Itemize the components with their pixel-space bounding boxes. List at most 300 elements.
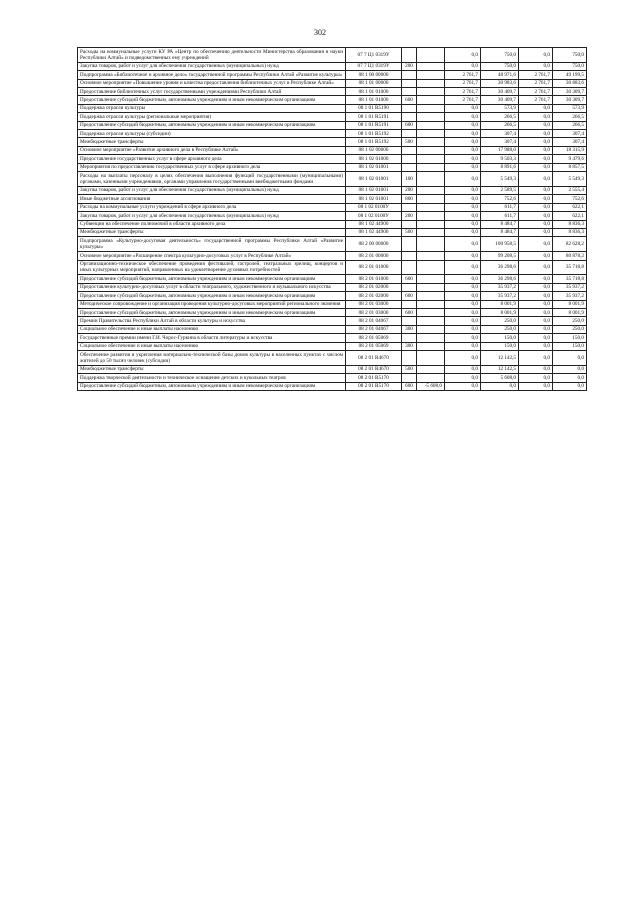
expense-type-cell: 600	[402, 309, 417, 317]
target-code-cell: 08 1 02 01001	[346, 163, 402, 171]
amount-cell	[417, 317, 445, 325]
target-code-cell: 08 2 01 03000	[346, 300, 402, 308]
table-row	[78, 292, 587, 300]
table-row	[78, 203, 587, 211]
target-code-cell: 08 1 01 R5191	[346, 113, 402, 121]
amount-cell: 0,0	[519, 260, 553, 275]
amount-cell: 2 761,7	[445, 79, 481, 87]
amount-cell: 0,0	[445, 220, 481, 228]
expense-type-cell: 100	[402, 172, 417, 187]
amount-cell	[417, 172, 445, 187]
amount-cell: 8 836,3	[553, 220, 587, 228]
target-code-cell: 08 2 01 R4670	[346, 351, 402, 366]
amount-cell: 0,0	[519, 130, 553, 138]
table-row	[78, 309, 587, 317]
table-body	[78, 48, 587, 391]
amount-cell: 99 208,5	[481, 252, 519, 260]
table-row	[78, 121, 587, 129]
item-name-cell: Мероприятия по предоставлению государственных услуг в сфере архивного дела	[78, 163, 346, 171]
amount-cell	[417, 252, 445, 260]
amount-cell: 12 142,5	[481, 351, 519, 366]
amount-cell: 9 479,6	[553, 155, 587, 163]
amount-cell: 307,4	[553, 130, 587, 138]
item-name-cell: Предоставление библиотечных услуг государственными учреждениями Республики Алтай	[78, 88, 346, 96]
target-code-cell: 08 2 01 R5170	[346, 374, 402, 382]
expense-type-cell: 800	[402, 195, 417, 203]
amount-cell	[417, 374, 445, 382]
table-row	[78, 342, 587, 350]
amount-cell	[417, 309, 445, 317]
target-code-cell: 08 1 00 00000	[346, 71, 402, 79]
amount-cell	[417, 203, 445, 211]
target-code-cell: 08 2 01 02000	[346, 292, 402, 300]
item-name-cell: Предоставление субсидий бюджетным, автономным учреждениям и иным некоммерческим организациям	[78, 309, 346, 317]
amount-cell: 30 309,7	[553, 88, 587, 96]
table-row	[78, 104, 587, 112]
expense-type-cell: 600	[402, 275, 417, 283]
amount-cell: 0,0	[519, 146, 553, 154]
amount-cell: 8 001,9	[481, 300, 519, 308]
amount-cell	[417, 155, 445, 163]
expense-type-cell	[402, 237, 417, 252]
amount-cell: 2 761,7	[519, 71, 553, 79]
amount-cell: 8 001,9	[553, 309, 587, 317]
target-code-cell: 08 2 01 05069	[346, 334, 402, 342]
amount-cell: 0,0	[519, 334, 553, 342]
amount-cell: 0,0	[445, 382, 481, 390]
amount-cell: 622,1	[553, 203, 587, 211]
item-name-cell: Предоставление государственных услуг в сфере архивного дела	[78, 155, 346, 163]
item-name-cell: Социальное обеспечение и иные выплаты населению	[78, 325, 346, 333]
table-row	[78, 317, 587, 325]
item-name-cell: Премии Правительства Республики Алтай в области культуры и искусства	[78, 317, 346, 325]
amount-cell	[417, 228, 445, 236]
target-code-cell: 08 1 02 44900	[346, 228, 402, 236]
amount-cell	[417, 237, 445, 252]
expense-type-cell: 600	[402, 121, 417, 129]
amount-cell: 0,0	[519, 155, 553, 163]
amount-cell: 0,0	[445, 146, 481, 154]
amount-cell: 0,0	[553, 382, 587, 390]
target-code-cell: 08 1 02 0100У	[346, 212, 402, 220]
amount-cell	[417, 283, 445, 291]
target-code-cell: 08 2 01 01000	[346, 275, 402, 283]
amount-cell: 8 001,9	[553, 300, 587, 308]
table-row	[78, 138, 587, 146]
item-name-cell: Субвенции на обеспечение полномочий в области архивного дела	[78, 220, 346, 228]
amount-cell: 0,0	[445, 317, 481, 325]
table-row	[78, 334, 587, 342]
amount-cell: 0,0	[445, 252, 481, 260]
amount-cell: 622,1	[553, 212, 587, 220]
amount-cell: 266,5	[553, 121, 587, 129]
table-row	[78, 79, 587, 87]
expense-type-cell	[402, 155, 417, 163]
target-code-cell: 08 2 01 01000	[346, 260, 402, 275]
amount-cell: 0,0	[519, 342, 553, 350]
table-row	[78, 252, 587, 260]
amount-cell	[417, 138, 445, 146]
table-row	[78, 130, 587, 138]
amount-cell	[417, 121, 445, 129]
amount-cell: 36 298,6	[481, 275, 519, 283]
target-code-cell: 08 1 02 01001	[346, 172, 402, 187]
amount-cell	[417, 220, 445, 228]
amount-cell: 5 549,3	[481, 172, 519, 187]
expense-type-cell	[402, 130, 417, 138]
item-name-cell: Предоставление культурно-досуговых услуг в области театрального, художественного и музыкального искусства	[78, 283, 346, 291]
amount-cell: 0,0	[519, 325, 553, 333]
amount-cell: 8 484,7	[481, 228, 519, 236]
amount-cell: 0,0	[445, 186, 481, 194]
amount-cell: 0,0	[445, 62, 481, 70]
amount-cell: 18 315,9	[553, 146, 587, 154]
table-row	[78, 155, 587, 163]
amount-cell: 2 761,7	[519, 96, 553, 104]
table-row	[78, 172, 587, 187]
amount-cell: 611,7	[481, 212, 519, 220]
item-name-cell: Организационно-техническое обеспечение проведения фестивалей, гастролей, театральных зрелищ, концертов и иных культурных мероприятий, направленных на удовлетворение духовных потребностей	[78, 260, 346, 275]
amount-cell: 611,7	[481, 203, 519, 211]
amount-cell: 2 761,7	[519, 79, 553, 87]
amount-cell: 0,0	[519, 104, 553, 112]
item-name-cell: Межбюджетные трансферты	[78, 228, 346, 236]
table-row	[78, 212, 587, 220]
amount-cell	[417, 260, 445, 275]
amount-cell: 0,0	[519, 283, 553, 291]
amount-cell: 752,6	[553, 195, 587, 203]
amount-cell: 100 958,5	[481, 237, 519, 252]
expense-type-cell	[402, 317, 417, 325]
amount-cell: 0,0	[445, 260, 481, 275]
table-row	[78, 163, 587, 171]
amount-cell: 0,0	[445, 275, 481, 283]
amount-cell	[417, 195, 445, 203]
target-code-cell: 08 1 01 R5192	[346, 138, 402, 146]
table-row	[78, 96, 587, 104]
expense-type-cell: 500	[402, 365, 417, 373]
table-row	[78, 260, 587, 275]
amount-cell	[417, 365, 445, 373]
expense-type-cell	[402, 146, 417, 154]
amount-cell: 750,0	[481, 48, 519, 63]
amount-cell: 82 628,2	[553, 237, 587, 252]
target-code-cell: 07 7 Ц1 0319У	[346, 62, 402, 70]
expense-type-cell: 600	[402, 96, 417, 104]
amount-cell: 250,0	[553, 325, 587, 333]
table-row	[78, 374, 587, 382]
amount-cell	[417, 62, 445, 70]
item-name-cell: Закупка товаров, работ и услуг для обеспечения государственных (муниципальных) нужд	[78, 62, 346, 70]
amount-cell: 30 309,7	[553, 96, 587, 104]
amount-cell: 0,0	[519, 203, 553, 211]
target-code-cell: 08 1 02 0100У	[346, 203, 402, 211]
item-name-cell: Предоставление субсидий бюджетным, автономным учреждениям и иным некоммерческим организациям	[78, 275, 346, 283]
amount-cell: 0,0	[519, 275, 553, 283]
item-name-cell: Расходы на коммунальные услуги учреждений в сфере архивного дела	[78, 203, 346, 211]
amount-cell: 80 878,2	[553, 252, 587, 260]
amount-cell: 0,0	[445, 342, 481, 350]
expense-type-cell	[402, 300, 417, 308]
expense-type-cell	[402, 334, 417, 342]
expense-type-cell: 500	[402, 138, 417, 146]
amount-cell: 0,0	[519, 212, 553, 220]
amount-cell: 0,0	[445, 104, 481, 112]
item-name-cell: Межбюджетные трансферты	[78, 138, 346, 146]
expense-type-cell: 500	[402, 228, 417, 236]
item-name-cell: Закупка товаров, работ и услуг для обеспечения государственных (муниципальных) нужд	[78, 186, 346, 194]
amount-cell: 49 199,5	[553, 71, 587, 79]
amount-cell: 0,0	[519, 220, 553, 228]
target-code-cell: 08 2 00 00000	[346, 237, 402, 252]
amount-cell: 30 983,6	[481, 79, 519, 87]
table-row	[78, 325, 587, 333]
amount-cell: 0,0	[519, 138, 553, 146]
amount-cell: 0,0	[519, 351, 553, 366]
item-name-cell: Предоставление субсидий бюджетным, автономным учреждениям и иным некоммерческим организациям	[78, 96, 346, 104]
amount-cell	[417, 48, 445, 63]
expense-type-cell	[402, 113, 417, 121]
target-code-cell: 08 1 01 00000	[346, 79, 402, 87]
amount-cell	[417, 342, 445, 350]
target-code-cell: 08 1 01 R5191	[346, 121, 402, 129]
amount-cell: 0,0	[519, 195, 553, 203]
amount-cell: 250,0	[481, 325, 519, 333]
expense-type-cell	[402, 48, 417, 63]
amount-cell: 35 937,2	[553, 283, 587, 291]
amount-cell: 0,0	[519, 374, 553, 382]
table-row	[78, 62, 587, 70]
target-code-cell: 08 1 01 01000	[346, 96, 402, 104]
amount-cell: 0,0	[519, 300, 553, 308]
target-code-cell: 08 1 02 44900	[346, 220, 402, 228]
amount-cell: 5 549,3	[553, 172, 587, 187]
amount-cell	[417, 146, 445, 154]
target-code-cell: 08 1 01 R5190	[346, 104, 402, 112]
amount-cell	[417, 334, 445, 342]
target-code-cell: 08 1 02 01001	[346, 195, 402, 203]
target-code-cell: 08 2 01 R5170	[346, 382, 402, 390]
amount-cell: 35 718,8	[553, 275, 587, 283]
expense-type-cell	[402, 374, 417, 382]
amount-cell: 35 937,2	[553, 292, 587, 300]
expense-type-cell: 200	[402, 212, 417, 220]
amount-cell	[417, 351, 445, 366]
amount-cell: 0,0	[519, 252, 553, 260]
amount-cell: 0,0	[519, 163, 553, 171]
budget-table	[77, 47, 587, 391]
amount-cell: 250,0	[553, 317, 587, 325]
expense-type-cell	[402, 71, 417, 79]
amount-cell: 35 937,2	[481, 283, 519, 291]
table-row	[78, 237, 587, 252]
amount-cell: 30 409,7	[481, 88, 519, 96]
amount-cell	[417, 163, 445, 171]
amount-cell	[417, 71, 445, 79]
amount-cell	[417, 104, 445, 112]
amount-cell: 8 001,9	[481, 309, 519, 317]
table-row	[78, 300, 587, 308]
amount-cell: 2 761,7	[445, 71, 481, 79]
item-name-cell: Подпрограмма «Библиотечное и архивное дело» государственной программы Республики Алтай «Развитие культуры»	[78, 71, 346, 79]
amount-cell: 0,0	[553, 365, 587, 373]
item-name-cell: Государственные премии имени Г.И. Чорос-Гуркина в области литературы и искусства	[78, 334, 346, 342]
item-name-cell: Закупка товаров, работ и услуг для обеспечения государственных (муниципальных) нужд	[78, 212, 346, 220]
expense-type-cell: 300	[402, 325, 417, 333]
amount-cell	[417, 96, 445, 104]
amount-cell: 266,5	[481, 113, 519, 121]
amount-cell: 0,0	[519, 309, 553, 317]
target-code-cell: 08 1 02 01000	[346, 155, 402, 163]
amount-cell: 0,0	[445, 138, 481, 146]
amount-cell: 0,0	[519, 317, 553, 325]
item-name-cell: Основное мероприятие «Расширение спектра культурно-досуговых услуг в Республике Алтай»	[78, 252, 346, 260]
expense-type-cell	[402, 220, 417, 228]
amount-cell: 0,0	[445, 172, 481, 187]
expense-type-cell	[402, 283, 417, 291]
item-name-cell: Иные бюджетные ассигнования	[78, 195, 346, 203]
amount-cell: 750,0	[553, 62, 587, 70]
table-row	[78, 228, 587, 236]
item-name-cell: Методическое сопровождение и организация проведения культурно-досуговых мероприятий регионального значения	[78, 300, 346, 308]
amount-cell: 0,0	[445, 121, 481, 129]
expense-type-cell: 600	[402, 382, 417, 390]
amount-cell: 0,0	[445, 237, 481, 252]
amount-cell	[417, 212, 445, 220]
amount-cell: 0,0	[445, 163, 481, 171]
amount-cell: 35 937,2	[481, 292, 519, 300]
amount-cell: 0,0	[445, 283, 481, 291]
amount-cell	[417, 325, 445, 333]
amount-cell: 2 761,7	[445, 88, 481, 96]
amount-cell: 250,0	[481, 317, 519, 325]
amount-cell: 2 761,7	[519, 88, 553, 96]
amount-cell: 0,0	[553, 351, 587, 366]
expense-type-cell	[402, 252, 417, 260]
amount-cell: 0,0	[445, 292, 481, 300]
amount-cell: 150,0	[553, 334, 587, 342]
table-row	[78, 365, 587, 373]
item-name-cell: Межбюджетные трансферты	[78, 365, 346, 373]
amount-cell	[417, 79, 445, 87]
expense-type-cell: 200	[402, 62, 417, 70]
amount-cell	[417, 186, 445, 194]
amount-cell: 752,6	[481, 195, 519, 203]
expense-type-cell: 600	[402, 292, 417, 300]
target-code-cell: 08 1 02 00000	[346, 146, 402, 154]
amount-cell: 0,0	[445, 365, 481, 373]
amount-cell: 0,0	[519, 62, 553, 70]
amount-cell: 5 608,0	[481, 374, 519, 382]
item-name-cell: Расходы на выплаты персоналу в целях обеспечения выполнения функций государственными (муниципальными) органами, казенными учреждениями, органами управления государственными внебюджетными фондами	[78, 172, 346, 187]
item-name-cell: Предоставление субсидий бюджетным, автономным учреждениям и иным некоммерческим организациям	[78, 121, 346, 129]
amount-cell: 0,0	[519, 48, 553, 63]
amount-cell: 0,0	[519, 228, 553, 236]
amount-cell: 573,9	[553, 104, 587, 112]
amount-cell: 307,4	[481, 138, 519, 146]
item-name-cell: Социальное обеспечение и иные выплаты населению	[78, 342, 346, 350]
target-code-cell: 07 7 Ц1 0319У	[346, 48, 402, 63]
amount-cell: 0,0	[445, 195, 481, 203]
amount-cell: 307,4	[481, 130, 519, 138]
amount-cell: 0,0	[519, 113, 553, 121]
amount-cell: 0,0	[519, 365, 553, 373]
target-code-cell: 08 2 01 04067	[346, 325, 402, 333]
amount-cell: 8 484,7	[481, 220, 519, 228]
amount-cell: 2 761,7	[445, 96, 481, 104]
item-name-cell: Поддержка отрасли культуры (субсидии)	[78, 130, 346, 138]
item-name-cell: Предоставление субсидий бюджетным, автономным учреждениям и иным некоммерческим организациям	[78, 292, 346, 300]
expense-type-cell	[402, 260, 417, 275]
amount-cell: 0,0	[519, 186, 553, 194]
amount-cell: 0,0	[519, 121, 553, 129]
item-name-cell: Поддержка отрасли культуры	[78, 104, 346, 112]
table-row	[78, 113, 587, 121]
table-row	[78, 220, 587, 228]
expense-type-cell	[402, 163, 417, 171]
amount-cell: 0,0	[519, 292, 553, 300]
amount-cell: 150,0	[481, 342, 519, 350]
table-row	[78, 88, 587, 96]
amount-cell: 0,0	[445, 130, 481, 138]
item-name-cell: Обеспечение развития и укрепления материально-технической базы домов культуры в населенных пунктах с числом жителей до 50 тысяч человек (субсидии)	[78, 351, 346, 366]
amount-cell: 750,0	[481, 62, 519, 70]
expense-type-cell: 200	[402, 186, 417, 194]
amount-cell: 0,0	[445, 212, 481, 220]
expense-type-cell	[402, 203, 417, 211]
item-name-cell: Подпрограмма «Культурно-досуговая деятельность» государственной программы Республики Алтай «Развитие культуры»	[78, 237, 346, 252]
amount-cell	[417, 113, 445, 121]
table-row	[78, 186, 587, 194]
item-name-cell: Поддержка творческой деятельности и техническое оснащение детских и кукольных театров	[78, 374, 346, 382]
amount-cell: 30 883,6	[553, 79, 587, 87]
amount-cell: 0,0	[519, 237, 553, 252]
expense-type-cell	[402, 104, 417, 112]
amount-cell: 573,9	[481, 104, 519, 112]
amount-cell: 150,0	[481, 334, 519, 342]
amount-cell: 307,4	[553, 138, 587, 146]
item-name-cell: Расходы на коммунальные услуги КУ РА «Центр по обеспечению деятельности Министерства образования и науки Республики Алтай» и подведомственных ему учреждений	[78, 48, 346, 63]
amount-cell: 2 555,4	[553, 186, 587, 194]
expense-type-cell: 300	[402, 342, 417, 350]
item-name-cell: Предоставление субсидий бюджетным, автономным учреждениям и иным некоммерческим организациям	[78, 382, 346, 390]
amount-cell: 0,0	[481, 382, 519, 390]
target-code-cell: 08 1 01 R5192	[346, 130, 402, 138]
amount-cell: 750,0	[553, 48, 587, 63]
target-code-cell: 08 2 01 02000	[346, 283, 402, 291]
amount-cell: 0,0	[519, 382, 553, 390]
amount-cell: 35 718,8	[553, 260, 587, 275]
amount-cell: 0,0	[445, 113, 481, 121]
table-row	[78, 382, 587, 390]
amount-cell: 0,0	[519, 172, 553, 187]
amount-cell: 0,0	[445, 300, 481, 308]
amount-cell: 0,0	[445, 374, 481, 382]
amount-cell: 0,0	[445, 228, 481, 236]
amount-cell: 150,0	[553, 342, 587, 350]
amount-cell: 9 503,3	[481, 155, 519, 163]
amount-cell: 0,0	[445, 48, 481, 63]
target-code-cell: 08 2 01 05069	[346, 342, 402, 350]
table-row	[78, 195, 587, 203]
table-row	[78, 48, 587, 63]
expense-type-cell	[402, 88, 417, 96]
target-code-cell: 08 2 01 04067	[346, 317, 402, 325]
amount-cell: 48 971,6	[481, 71, 519, 79]
amount-cell: 36 298,6	[481, 260, 519, 275]
amount-cell: 17 988,0	[481, 146, 519, 154]
amount-cell: 0,0	[445, 309, 481, 317]
